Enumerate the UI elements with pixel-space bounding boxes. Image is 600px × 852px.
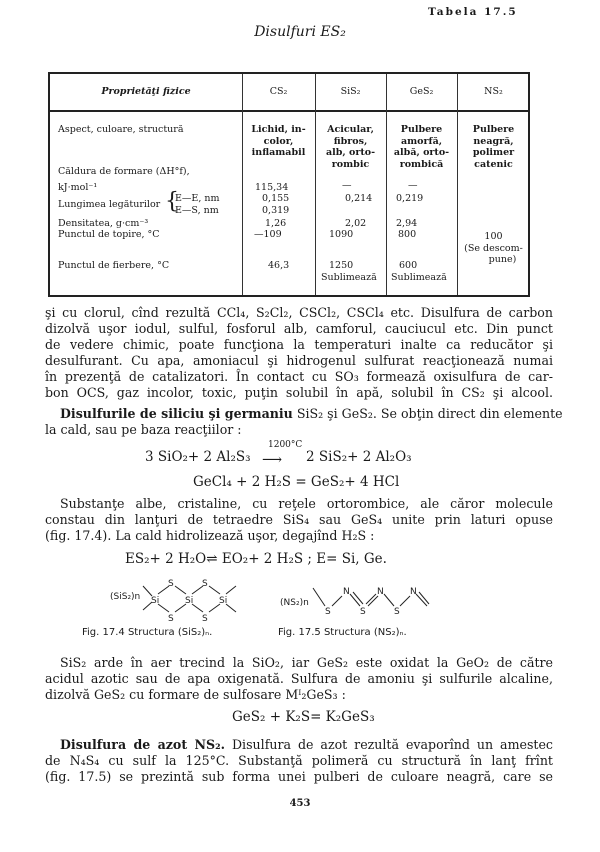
page-number: 453 xyxy=(289,798,311,809)
header-properties: Proprietăţi fizice xyxy=(101,86,191,97)
cell-ges2-melting: 800 xyxy=(398,229,417,240)
svg-text:S: S xyxy=(168,614,174,624)
header-cs2: CS₂ xyxy=(269,86,288,97)
equation-1-condition: 1200°C xyxy=(268,440,303,450)
cell-cs2-bond-es: 0,319 xyxy=(262,205,290,216)
table-number: Tabela 17.5 xyxy=(428,6,518,18)
row-label-bond: Lungimea legăturilor xyxy=(58,199,161,210)
fig-17-4-formula: (SiS₂)n xyxy=(110,592,141,602)
cell-sis2-melting: 1090 xyxy=(329,229,354,240)
text-line: de N₄S₄ cu sulf la 125°C. Substanţă polimeră cu structură în lanţ frînt xyxy=(45,753,553,768)
cell-cs2-boiling: 46,3 xyxy=(268,260,290,271)
svg-text:S: S xyxy=(202,579,208,589)
text-line: în prezenţă de catalizatori. În contact cu SO₃ formează oxisulfura de car- xyxy=(45,369,553,384)
column-divider xyxy=(386,74,387,295)
cell-ges2-heat: — xyxy=(408,180,418,191)
text-line: desulfurant. Cu apa, amoniacul şi hidrogenul sulfurat reacţionează numai xyxy=(45,353,553,368)
text-line: dizolvă uşor iodul, sulful, fosforul alb, camforul, cauciucul etc. Din punct xyxy=(45,321,553,336)
fig-17-5-caption: Fig. 17.5 Structura (NS₂)ₙ. xyxy=(278,627,407,638)
cell-ges2-aspect: Pulbere amorfă, albă, orto- rombică xyxy=(393,124,450,170)
section-heading: Disulfura de azot NS₂. xyxy=(60,737,225,752)
svg-text:S: S xyxy=(394,607,400,617)
header-sis2: SiS₂ xyxy=(340,86,361,97)
header-ns2: NS₂ xyxy=(484,86,503,97)
svg-text:S: S xyxy=(325,607,331,617)
text-line: (fig. 17.4). La cald hidrolizează uşor, degajînd H₂S : xyxy=(45,528,375,543)
svg-text:S: S xyxy=(202,614,208,624)
cell-sis2-heat: — xyxy=(342,180,352,191)
fig-17-5-structure xyxy=(310,578,430,628)
row-label-aspect: Aspect, culoare, structură xyxy=(58,124,184,135)
svg-text:N: N xyxy=(410,587,417,597)
row-label-heat: Căldura de formare (ΔH°f), xyxy=(58,166,190,177)
table-title: Disulfuri ES₂ xyxy=(254,24,346,40)
text-line: SiS₂ arde în aer trecind la SiO₂, iar GeS₂ este oxidat la GeO₂ de către xyxy=(60,655,553,670)
cell-cs2-density: 1,26 xyxy=(265,218,287,229)
text-line: (fig. 17.5) se prezintă sub forma unei pulberi de culoare neagră, care se xyxy=(45,769,553,784)
svg-text:S: S xyxy=(360,607,366,617)
cell-cs2-bond-ee: 0,155 xyxy=(262,193,290,204)
cell-ges2-boiling: 600 Sublimează xyxy=(391,260,447,283)
cell-ges2-density: 2,94 xyxy=(396,218,418,229)
section-heading: Disulfurile de siliciu şi germaniu xyxy=(60,406,293,421)
brace: { xyxy=(165,189,179,214)
text-line: dizolvă GeS₂ cu formare de sulfosare Mᴵ₂GeS₃ : xyxy=(45,687,346,702)
text-line: constau din lanţuri de tetraedre SiS₄ sau GeS₄ unite prin laturi opuse xyxy=(45,512,553,527)
cell-ns2-aspect: Pulbere neagră, polimer catenic xyxy=(472,124,515,170)
header-ges2: GeS₂ xyxy=(409,86,434,97)
row-label-density: Densitatea, g·cm⁻³ xyxy=(58,218,149,229)
equation-4: GeS₂ + K₂S= K₂GeS₃ xyxy=(232,709,375,725)
cell-ns2-melting: 100 (Se descom- pune) xyxy=(464,231,523,265)
cell-sis2-bond: 0,214 xyxy=(345,193,373,204)
svg-text:N: N xyxy=(377,587,384,597)
bond-es-label: E—S, nm xyxy=(175,205,219,216)
equation-2: GeCl₄ + 2 H₂S = GeS₂+ 4 HCl xyxy=(193,474,400,490)
text-line: Disulfurile de siliciu şi germaniu SiS₂ şi GeS₂. Se obţin direct din elemente xyxy=(60,406,563,421)
fig-17-4-structure xyxy=(140,578,255,628)
equation-3: ES₂+ 2 H₂O⇌ EO₂+ 2 H₂S ; E= Si, Ge. xyxy=(125,551,387,567)
text-line: acidul azotic sau de apa oxigenată. Sulfura de amoniu şi sulfurile alcaline, xyxy=(45,671,553,686)
equation-1-right: 2 SiS₂+ 2 Al₂O₃ xyxy=(306,449,412,465)
text-line: de vedere chimic, poate funcţiona la temperaturi inalte ca reducător şi xyxy=(45,337,553,352)
svg-text:S: S xyxy=(168,579,174,589)
svg-text:Si: Si xyxy=(185,596,194,606)
text-line: la cald, sau pe baza reacţiilor : xyxy=(45,422,242,437)
cell-ges2-bond: 0,219 xyxy=(396,193,424,204)
column-divider xyxy=(315,74,316,295)
text-line: bon OCS, gaz incolor, toxic, puţin solubil în apă, solubil în CS₂ şi alcool. xyxy=(45,385,553,400)
cell-cs2-melting: —109 xyxy=(254,229,282,240)
text-line: şi cu clorul, cînd rezultă CCl₄, S₂Cl₂, CSCl₂, CSCl₄ etc. Disulfura de carbon xyxy=(45,305,553,320)
fig-17-5-formula: (NS₂)n xyxy=(280,598,309,608)
svg-text:Si: Si xyxy=(151,596,160,606)
arrow-icon: ⟶ xyxy=(262,452,283,468)
cell-sis2-aspect: Acicular, fibros, alb, orto- rombic xyxy=(325,124,376,170)
row-label-heat-unit: kJ·mol⁻¹ xyxy=(58,182,98,193)
cell-sis2-density: 2,02 xyxy=(345,218,367,229)
svg-text:N: N xyxy=(343,587,350,597)
cell-sis2-boiling: 1250 Sublimează xyxy=(321,260,377,283)
text-line: Substanţe albe, cristaline, cu reţele ortorombice, ale căror molecule xyxy=(60,496,553,511)
row-label-melting: Punctul de topire, °C xyxy=(58,229,160,240)
cell-cs2-aspect: Lichid, in- color, inflamabil xyxy=(251,124,306,158)
fig-17-4-caption: Fig. 17.4 Structura (SiS₂)ₙ. xyxy=(82,627,213,638)
row-label-boiling: Punctul de fierbere, °C xyxy=(58,260,170,271)
bond-ee-label: E—E, nm xyxy=(175,193,220,204)
text-line: Disulfura de azot NS₂. Disulfura de azot rezultă evaporînd un amestec xyxy=(60,737,553,752)
svg-text:Si: Si xyxy=(219,596,228,606)
cell-cs2-heat: 115,34 xyxy=(255,182,289,193)
equation-1-left: 3 SiO₂+ 2 Al₂S₃ xyxy=(145,449,251,465)
column-divider xyxy=(242,74,243,295)
